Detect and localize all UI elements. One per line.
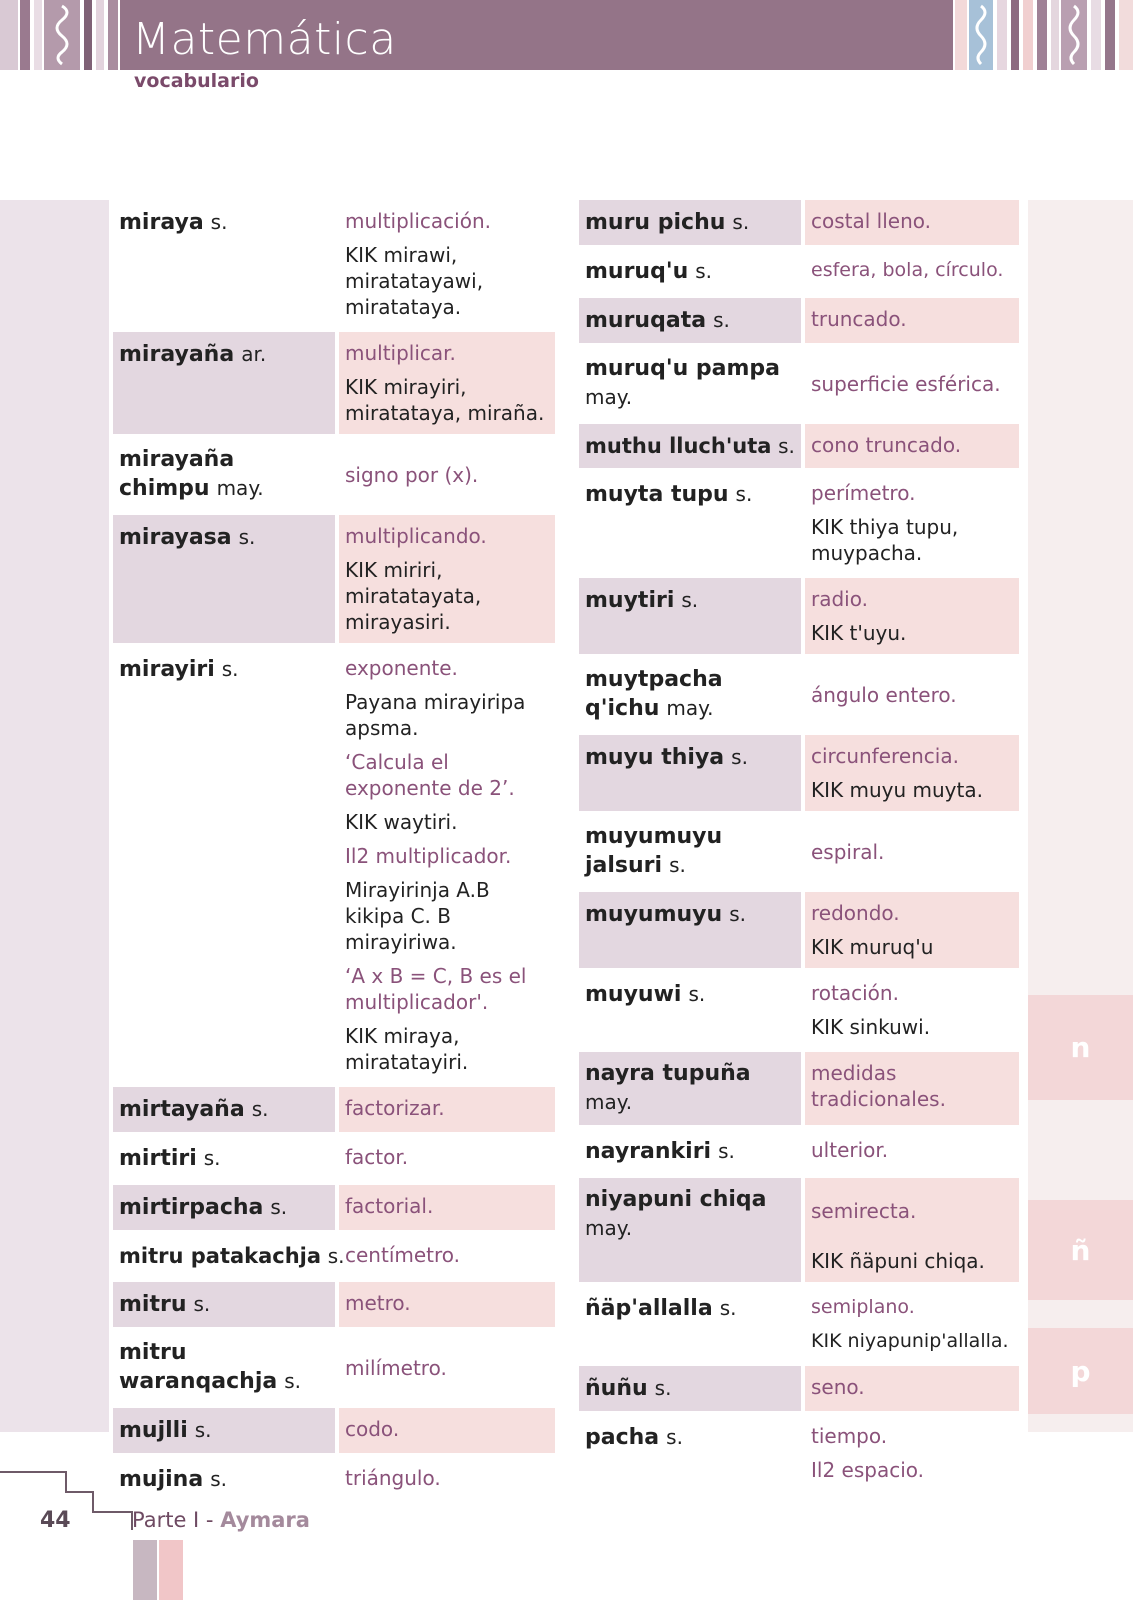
entry-row [579,1052,1019,1125]
entry-definitions: ángulo entero. [811,682,957,707]
entry-definitions: costal lleno. [805,200,1019,245]
entry-definitions: radio. KIK t'uyu. [805,578,1019,654]
footer-bar [133,1540,157,1600]
entry-row [579,892,1019,968]
entry-definitions: metro. [339,1282,555,1327]
entry-definitions: rotación. KIK sinkuwi. [811,981,931,1039]
letter-tab-p: p [1028,1328,1133,1414]
letter-tab-enye: ñ [1028,1200,1133,1300]
page-number: 44 [40,1508,71,1533]
entry-term: mirayaña ar. [113,332,335,434]
entry-row [113,1136,555,1181]
entry-term: mitru patakachja s. [119,1244,345,1268]
left-margin-panel [0,200,109,1432]
page-subtitle: vocabulario [134,70,259,92]
entry-term: muyta tupu s. [585,482,753,507]
entry-row [579,1129,1019,1174]
entry-term: muruqata s. [579,298,801,343]
entry-row [113,515,555,643]
entry-row [579,472,1019,574]
entry-definitions: multiplicación. KIK mirawi, miratatayawi, miratataya. [345,209,491,319]
entry-term: pacha s. [585,1425,683,1450]
footer-part-label: Parte I - Aymara [132,1508,310,1532]
entry-term: mujlli s. [113,1408,335,1453]
entry-row [579,735,1019,811]
entry-term: muyumuyu s. [579,892,801,968]
entry-term: muytpacha q'ichu may. [585,667,723,721]
entry-definitions: tiempo. Il2 espacio. [811,1424,925,1482]
entry-definitions: multiplicar. KIK mirayiri, miratataya, mirаña. [339,332,555,434]
entry-definitions: centímetro. [345,1243,461,1267]
header-left-ornament [0,0,118,70]
entry-term: muruq'u s. [585,259,713,284]
entry-term: muyumuyu jalsuri s. [585,824,723,878]
entry-term: mitru waranqachja s. [119,1340,301,1394]
entry-definitions: redondo. KIK muruq'u [805,892,1019,968]
entry-row [113,647,555,1083]
entry-definitions: espiral. [811,839,885,864]
entry-term: miraya s. [119,210,228,235]
letter-tab-n: n [1028,995,1133,1100]
entry-row [113,332,555,434]
entry-definitions: esfera, bola, círculo. [811,259,1004,281]
footer-bar [159,1540,183,1600]
entry-row [579,972,1019,1048]
entry-term: mitru s. [113,1282,335,1327]
entry-definitions: signo por (x). [345,462,479,487]
entry-row [579,1178,1019,1282]
entry-term: mirtayaña s. [113,1087,335,1132]
entry-term: mirtiri s. [119,1146,221,1171]
entry-definitions: triángulo. [345,1466,441,1490]
entry-term: mirayaña chimpu may. [119,447,264,501]
entry-definitions: medidas tradicionales. [805,1052,1019,1125]
entry-row [579,658,1019,731]
entry-term: muyuwi s. [585,982,706,1007]
entry-row [579,815,1019,888]
entry-definitions: ulterior. [811,1138,889,1162]
entry-term: muthu lluch'uta s. [579,424,801,468]
entry-row [113,1331,555,1404]
entry-row [579,1286,1019,1362]
entry-definitions: exponente. Payana mirayiripa apsma. ‘Calcula el exponente de 2’. KIK waytiri. Il2 multiplicador. Mirayirinja A.B kikipa C. B mirayiriwa. ‘A x B = C, B es el multiplicador'. KIK miraya, miratatayiri. [345,656,527,1074]
entry-row [113,1087,555,1132]
entry-row [113,438,555,511]
entry-definitions: superficie esférica. [811,371,1001,396]
entry-definitions: codo. [339,1408,555,1453]
entry-definitions: factor. [345,1145,409,1169]
entry-definitions: semirecta. KIK ñäpuni chiqa. [805,1178,1019,1282]
entry-term: niyapuni chiqa may. [579,1178,801,1282]
entry-term: muruq'u pampa may. [585,356,781,409]
entry-term: ñuñu s. [579,1366,801,1411]
entry-row [579,1415,1019,1491]
entry-term: mujina s. [119,1467,227,1492]
entry-definitions: truncado. [805,298,1019,343]
entry-row [113,1408,555,1453]
entry-row [579,1366,1019,1411]
entry-term: muru pichu s. [579,200,801,245]
entry-term: muytiri s. [579,578,801,654]
entry-row [113,1457,555,1502]
entry-term: muyu thiya s. [579,735,801,811]
entry-term: mirayasa s. [113,515,335,643]
entry-definitions: milímetro. [345,1355,447,1380]
entry-definitions: multiplicando. KIK miriri, miratatayata, mirayasiri. [339,515,555,643]
entry-definitions: perímetro. KIK thiya tupu, muypacha. [811,481,959,565]
entry-row [579,347,1019,420]
entry-row [579,249,1019,294]
entry-term: mirtirpacha s. [113,1185,335,1230]
entry-row [579,298,1019,343]
entry-row [113,1282,555,1327]
vocabulary-column-left [113,200,555,1506]
entry-definitions: seno. [805,1366,1019,1411]
entry-definitions: factorial. [339,1185,555,1230]
vocabulary-column-right [579,200,1019,1495]
page-title: Matemática [132,14,397,65]
entry-row [579,424,1019,468]
entry-row [113,1185,555,1230]
entry-row [113,1234,555,1278]
entry-definitions: cono truncado. [805,424,1019,468]
entry-term: mirayiri s. [119,657,239,682]
entry-term: nayra tupuña may. [579,1052,801,1125]
entry-row [579,200,1019,245]
entry-definitions: factorizar. [339,1087,555,1132]
entry-term: nayrankiri s. [585,1139,735,1164]
header-right-ornament [955,0,1133,70]
entry-row [579,578,1019,654]
entry-definitions: circunferencia. KIK muyu muyta. [805,735,1019,811]
entry-term: ñäp'allalla s. [585,1296,737,1321]
entry-definitions: semiplano. KIK niyapunip'allalla. [811,1296,1009,1352]
entry-row [113,200,555,328]
